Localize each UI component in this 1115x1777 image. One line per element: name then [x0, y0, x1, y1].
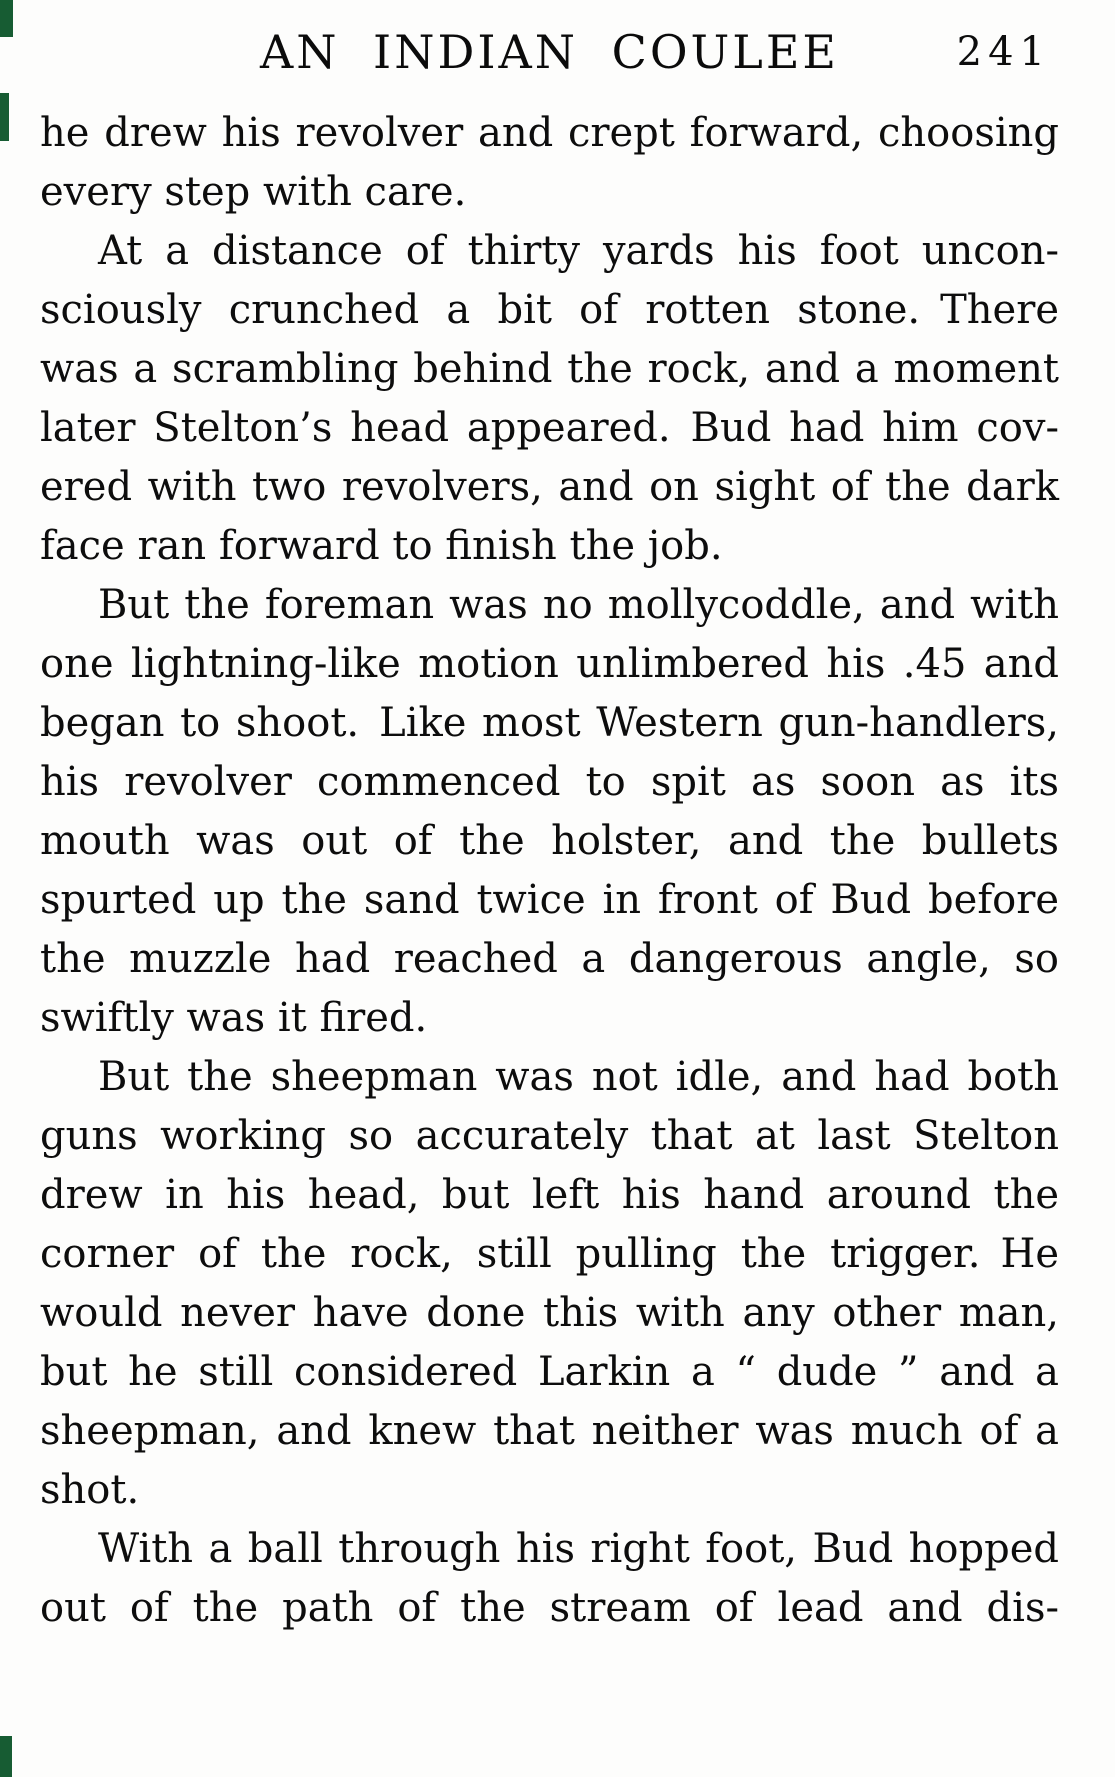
text-line: he drew his revolver and crept forward, choosing — [40, 110, 1059, 156]
text-line: guns working so accurately that at last Stelton — [40, 1113, 1059, 1159]
text-line: but he still considered Larkin a “ dude ” and a — [40, 1349, 1059, 1395]
text-line: But the sheepman was not idle, and had both — [98, 1054, 1059, 1100]
text-line: his revolver commenced to spit as soon as its — [40, 759, 1059, 805]
text-line: sheepman, and knew that neither was much of a — [40, 1408, 1059, 1454]
text-line: sciously crunched a bit of rotten stone. There — [40, 287, 1059, 333]
text-line: spurted up the sand twice in front of Bud before — [40, 877, 1059, 923]
page-header — [40, 22, 1059, 82]
text-line: shot. — [40, 1467, 140, 1513]
text-line: would never have done this with any other man, — [40, 1290, 1059, 1336]
text-line: out of the path of the stream of lead and dis- — [40, 1585, 1059, 1631]
text-line: But the foreman was no mollycoddle, and with — [98, 582, 1059, 628]
scan-edge-artifact-bottom — [0, 1736, 12, 1777]
text-line: began to shoot. Like most Western gun-handlers, — [40, 700, 1059, 746]
text-line: ered with two revolvers, and on sight of the dark — [40, 464, 1059, 510]
text-line: With a ball through his right foot, Bud hopped — [98, 1526, 1059, 1572]
text-line: one lightning-like motion unlimbered his .45 and — [40, 641, 1059, 687]
text-line: drew in his head, but left his hand around the — [40, 1172, 1059, 1218]
text-line: was a scrambling behind the rock, and a moment — [40, 346, 1059, 392]
body-text — [40, 104, 1059, 1638]
text-line: every step with care. — [40, 169, 467, 215]
text-line: the muzzle had reached a dangerous angle, so — [40, 936, 1059, 982]
scan-edge-artifact-upper — [0, 93, 9, 141]
text-line: At a distance of thirty yards his foot uncon- — [98, 228, 1059, 274]
running-title: AN INDIAN COULEE — [259, 25, 840, 79]
page-number: 241 — [956, 29, 1051, 75]
scan-edge-artifact-top — [0, 0, 13, 37]
text-line: mouth was out of the holster, and the bullets — [40, 818, 1059, 864]
text-line: later Stelton’s head appeared. Bud had him cov- — [40, 405, 1059, 451]
text-line: corner of the rock, still pulling the trigger. He — [40, 1231, 1059, 1277]
text-line: face ran forward to finish the job. — [40, 523, 723, 569]
text-line: swiftly was it fired. — [40, 995, 428, 1041]
